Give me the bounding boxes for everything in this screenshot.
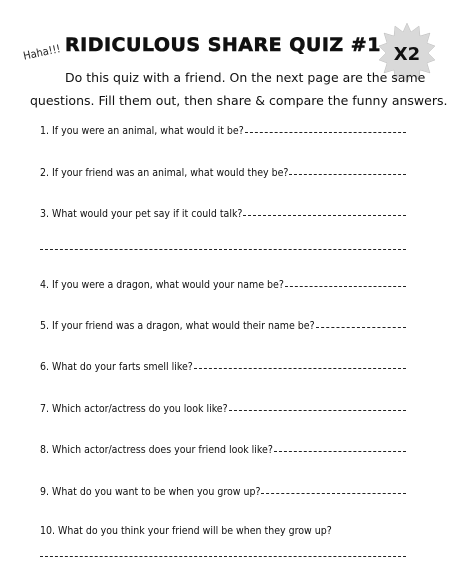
instructions (30, 66, 448, 112)
answer-line-2[interactable] (289, 165, 406, 175)
question-9 (40, 485, 406, 498)
answer-line-3[interactable] (243, 206, 406, 216)
question-2 (40, 166, 406, 179)
question-8-text: 8. Which actor/actress does your friend look like? (40, 444, 273, 456)
question-7 (40, 402, 406, 415)
answer-line-4[interactable] (285, 277, 406, 287)
question-1 (40, 124, 406, 137)
question-8 (40, 443, 406, 456)
question-6 (40, 360, 406, 373)
answer-line-1[interactable] (245, 123, 406, 133)
answer-line-9[interactable] (261, 484, 406, 494)
question-3-text: 3. What would your pet say if it could talk? (40, 208, 243, 220)
question-2-text: 2. If your friend was an animal, what would they be? (40, 167, 289, 179)
badge-label: X2 (393, 44, 421, 65)
question-10-text: 10. What do you think your friend will be when they grow up? (40, 525, 332, 537)
answer-line-3-extra[interactable] (40, 249, 406, 250)
question-5 (40, 319, 406, 332)
question-4 (40, 278, 406, 291)
question-3 (40, 207, 406, 220)
question-6-text: 6. What do your farts smell like? (40, 361, 193, 373)
answer-line-6[interactable] (194, 359, 406, 369)
instructions-line-2: questions. Fill them out, then share & compare the funny answers. (30, 93, 448, 108)
answer-line-7[interactable] (229, 401, 406, 411)
haha-note: Haha!!! (22, 42, 62, 63)
instructions-line-1: Do this quiz with a friend. On the next page are the same (65, 70, 426, 85)
quiz-title: RIDICULOUS SHARE QUIZ #1 (65, 34, 381, 56)
question-10 (40, 525, 406, 537)
answer-line-5[interactable] (316, 318, 406, 328)
question-7-text: 7. Which actor/actress do you look like? (40, 403, 228, 415)
question-5-text: 5. If your friend was a dragon, what would their name be? (40, 320, 315, 332)
question-9-text: 9. What do you want to be when you grow up? (40, 486, 261, 498)
answer-line-8[interactable] (274, 442, 406, 452)
answer-line-10[interactable] (40, 556, 406, 557)
question-4-text: 4. If you were a dragon, what would your name be? (40, 279, 284, 291)
question-1-text: 1. If you were an animal, what would it be? (40, 125, 244, 137)
